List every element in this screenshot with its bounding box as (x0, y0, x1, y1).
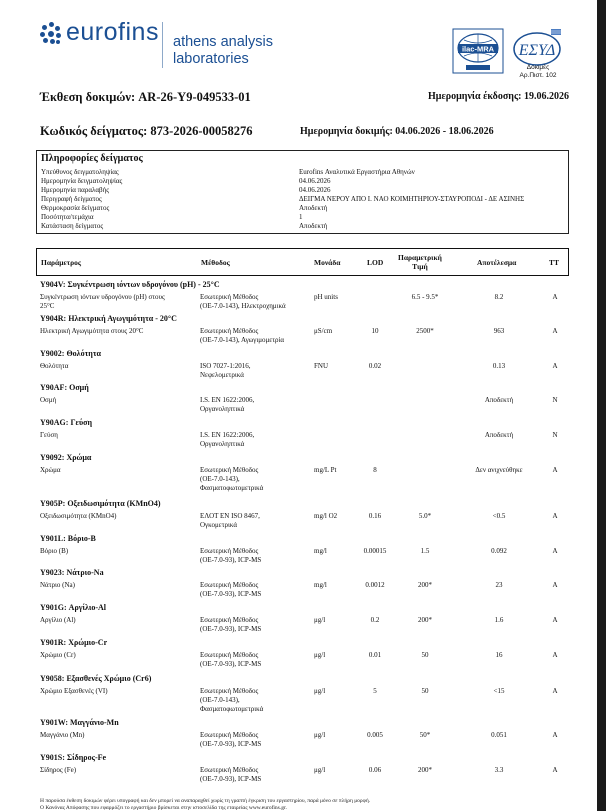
row-result: Αποδεκτή (484, 431, 514, 439)
row-param-value: 50 (421, 651, 429, 659)
col-header-paramvalue-line2: Τιμή (412, 262, 428, 271)
group-title: Y904R: Ηλεκτρική Αγωγιμότητα - 20°C (40, 314, 177, 323)
esyd-logo-icon (511, 28, 563, 68)
issue-date: Ημερομηνία έκδοσης: 19.06.2026 (428, 91, 569, 102)
row-result: 0.092 (491, 547, 507, 555)
row-result: <0.5 (492, 512, 506, 520)
row-method: Εσωτερική Μέθοδος (200, 466, 259, 474)
sample-info-label: Θερμοκρασία δείγματος (41, 204, 110, 212)
row-tt: A (552, 466, 558, 474)
row-unit: μg/l (314, 687, 326, 695)
row-tt: A (552, 766, 558, 774)
col-header-param: Παράμετρος (41, 258, 82, 267)
row-result: 23 (495, 581, 503, 589)
row-method-cont: (ΟΕ-7.0-143), (200, 696, 240, 704)
group-title: Y9023: Νάτριο-Na (40, 568, 104, 577)
row-method: Εσωτερική Μέθοδος (200, 616, 259, 624)
row-parameter: Οξειδωσιμότητα (KMnO4) (40, 512, 117, 520)
row-unit: mg/l (314, 581, 327, 589)
row-tt: A (552, 293, 558, 301)
brand-name: eurofins (66, 18, 159, 46)
row-param-value: 200* (418, 766, 432, 774)
row-unit: mg/l (314, 547, 327, 555)
group-title: Y904V: Συγκέντρωση ιόντων υδρογόνου (pH) - 25°C (40, 280, 220, 289)
row-tt: A (552, 362, 558, 370)
row-method: Εσωτερική Μέθοδος (200, 327, 259, 335)
group-title: Y9092: Χρώμα (40, 453, 92, 462)
row-unit: mg/l O2 (314, 512, 338, 520)
row-tt: A (552, 512, 558, 520)
row-tt: A (552, 731, 558, 739)
group-title: Y901W: Μαγγάνιο-Mn (40, 718, 119, 727)
row-result: 8.2 (494, 293, 504, 301)
col-header-tt: ΤΤ (549, 258, 560, 267)
row-unit: μg/l (314, 766, 326, 774)
group-title: Y9058: Εξασθενές Χρώμιο (Cr6) (40, 674, 152, 683)
row-method: Εσωτερική Μέθοδος (200, 687, 259, 695)
row-parameter: Χρώμιο Εξασθενές (VI) (40, 687, 108, 695)
row-unit: mg/L Pt (314, 466, 337, 474)
row-parameter: Νάτριο (Na) (40, 581, 75, 589)
row-param-value: 200* (418, 581, 432, 589)
row-lod: 0.2 (370, 616, 380, 624)
sample-info-value: Eurofins Αναλυτικά Εργαστήρια Αθηνών (299, 168, 415, 176)
row-parameter: Βόριο (B) (40, 547, 69, 555)
table-header (36, 248, 569, 276)
row-unit: pH units (314, 293, 338, 301)
row-result: Δεν ανιχνεύθηκε (475, 466, 523, 474)
row-tt: A (552, 581, 558, 589)
report-number: Έκθεση δοκιμών: AR-26-Y9-049533-01 (40, 90, 251, 104)
row-param-value: 2500* (416, 327, 434, 335)
col-header-paramvalue-line1: Παραμετρική (398, 253, 442, 262)
sample-info-box (36, 150, 569, 234)
row-tt: A (552, 616, 558, 624)
footer-line1: Η παρούσα έκθεση δοκιμών φέρει υπογραφή και δεν μπορεί να αναπαραχθεί χωρίς τη γραπτή έγκριση του εργαστηρίου, παρά μόνο σε πλήρη μορφή. (40, 798, 371, 804)
row-tt: A (552, 687, 558, 695)
col-header-result: Αποτέλεσμα (477, 258, 517, 267)
row-method-cont: Οργανοληπτικά (200, 405, 245, 413)
row-unit: μg/l (314, 731, 326, 739)
row-result: 1.6 (494, 616, 504, 624)
row-unit: μg/l (314, 616, 326, 624)
sample-info-value: Αποδεκτή (299, 222, 328, 230)
lab-name-line2: laboratories (173, 51, 249, 67)
sample-info-value: ΔΕΙΓΜΑ ΝΕΡΟΥ ΑΠΟ Ι. ΝΑΟ ΚΟΙΜΗΤΗΡΙΟΥ-ΣΤΑΥΡΟΠΟΔΙ - ΔΕ ΑΣΙΝΗΣ (299, 195, 525, 203)
row-tt: N (552, 431, 558, 439)
row-method: Εσωτερική Μέθοδος (200, 581, 259, 589)
sample-info-label: Κατάσταση δείγματος (41, 222, 104, 230)
row-method-cont: (ΟΕ-7.0-93), ICP-MS (200, 740, 262, 748)
row-method-cont: Ογκομετρικά (200, 521, 238, 529)
row-method-cont: (ΟΕ-7.0-143), Αγωγιμομετρία (200, 336, 285, 344)
row-tt: N (552, 396, 558, 404)
test-dates: Ημερομηνία δοκιμής: 04.06.2026 - 18.06.2026 (300, 126, 494, 137)
row-result: 963 (493, 327, 505, 335)
row-method: Εσωτερική Μέθοδος (200, 293, 259, 301)
row-method-cont: (ΟΕ-7.0-93), ICP-MS (200, 660, 262, 668)
row-parameter: Οσμή (40, 396, 57, 404)
row-method-cont: (ΟΕ-7.0-93), ICP-MS (200, 556, 262, 564)
row-parameter: Μαγγάνιο (Mn) (40, 731, 85, 739)
row-param-value: 1.5 (420, 547, 430, 555)
row-method-cont: (ΟΕ-7.0-93), ICP-MS (200, 625, 262, 633)
row-param-value: 5.0* (418, 512, 432, 520)
row-method: I.S. EN 1622:2006, (200, 396, 255, 404)
sample-info-label: Υπεύθυνος δειγματοληψίας (41, 168, 119, 176)
row-unit: FNU (314, 362, 329, 370)
row-method: I.S. EN 1622:2006, (200, 431, 255, 439)
sample-info-label: Περιγραφή δείγματος (41, 195, 102, 203)
group-title: Y901L: Βόριο-B (40, 534, 96, 543)
row-method: Εσωτερική Μέθοδος (200, 766, 259, 774)
report-footer (40, 798, 370, 811)
row-unit: μg/l (314, 651, 326, 659)
col-header-unit: Μονάδα (314, 258, 341, 267)
row-tt: A (552, 547, 558, 555)
sample-info-value: 04.06.2026 (299, 177, 331, 185)
col-header-method: Μέθοδος (201, 258, 230, 267)
group-title: Y90AG: Γεύση (40, 418, 92, 427)
row-unit: μS/cm (314, 327, 333, 335)
sample-info-label: Ημερομηνία παραλαβής (41, 186, 110, 194)
sample-info-title: Πληροφορίες δείγματος (41, 153, 143, 164)
row-parameter: Θολότητα (40, 362, 69, 370)
footer-line2: Ο Κανόνας Απόφασης που εφαρμόζει το εργαστήριο βρίσκεται στην ιστοσελίδα της εταιρείας www.eurofins.gr. (40, 805, 287, 811)
row-result: Αποδεκτή (484, 396, 514, 404)
row-tt: A (552, 327, 558, 335)
group-title: Y905P: Οξειδωσιμότητα (KMnO4) (40, 499, 161, 508)
row-lod: 0.02 (368, 362, 382, 370)
accreditation-line2: Αρ.Πιστ. 102 (519, 72, 557, 79)
row-lod: 0.005 (367, 731, 383, 739)
sample-info-value: 04.06.2026 (299, 186, 331, 194)
row-method-cont: Οργανοληπτικά (200, 440, 245, 448)
row-method: ISO 7027-1:2016, (200, 362, 251, 370)
row-lod: 0.06 (368, 766, 382, 774)
col-header-paramvalue (398, 253, 442, 271)
row-parameter: Γεύση (40, 431, 58, 439)
ilac-mra-logo-icon (452, 28, 504, 74)
row-method-cont: (ΟΕ-7.0-93), ICP-MS (200, 775, 262, 783)
row-result: 0.13 (492, 362, 506, 370)
row-tt: A (552, 651, 558, 659)
row-method-cont2: Φασματοφωτομετρικά (200, 484, 264, 492)
row-lod: 0.01 (368, 651, 382, 659)
row-param-value: 50 (421, 687, 429, 695)
row-result: 0.051 (491, 731, 507, 739)
row-method: Εσωτερική Μέθοδος (200, 651, 259, 659)
row-lod: 0.16 (368, 512, 382, 520)
accreditation-line1: Δοκιμές (526, 64, 550, 71)
sample-info-label: Ποσότητα/τεμάχια (41, 213, 94, 221)
group-title: Y9002: Θολότητα (40, 349, 101, 358)
svg-text:ilac-MRA: ilac-MRA (461, 44, 495, 54)
svg-text:ΕΣΥΔ: ΕΣΥΔ (518, 42, 556, 59)
row-parameter: Χρώμα (40, 466, 61, 474)
lab-name (173, 34, 273, 68)
row-lod: 10 (371, 327, 379, 335)
group-title: Y90AF: Οσμή (40, 383, 89, 392)
row-param-value: 6.5 - 9.5* (411, 293, 439, 301)
row-method: ΕΛΟΤ ΕΝ ISO 8467, (200, 512, 260, 520)
accreditation-label (510, 64, 566, 80)
row-result: 16 (495, 651, 503, 659)
sample-info-label: Ημερομηνία δειγματοληψίας (41, 177, 123, 185)
col-header-lod: LOD (367, 258, 384, 267)
row-param-value: 200* (418, 616, 432, 624)
row-method: Εσωτερική Μέθοδος (200, 547, 259, 555)
row-method-cont: (ΟΕ-7.0-93), ICP-MS (200, 590, 262, 598)
row-method-cont2: Φασματοφωτομετρικά (200, 705, 264, 713)
lab-name-line1: athens analysis (173, 34, 273, 50)
row-method-cont: Νεφελομετρικά (200, 371, 244, 379)
sample-info-value: 1 (299, 213, 303, 221)
row-parameter: Χρώμιο (Cr) (40, 651, 76, 659)
sample-code: Κωδικός δείγματος: 873-2026-00058276 (40, 124, 253, 138)
row-parameter: Συγκέντρωση ιόντων υδρογόνου (pH) στους (40, 293, 165, 301)
row-result: 3.3 (494, 766, 504, 774)
row-param-value: 50* (419, 731, 431, 739)
row-parameter-cont: 25°C (40, 302, 55, 310)
logo-divider (162, 22, 163, 68)
group-title: Y901G: Αργίλιο-Al (40, 603, 107, 612)
row-method-cont: (ΟΕ-7.0-143), (200, 475, 240, 483)
row-method: Εσωτερική Μέθοδος (200, 731, 259, 739)
sample-info-value: Αποδεκτή (299, 204, 328, 212)
eurofins-logo (40, 18, 159, 47)
row-lod: 8 (373, 466, 377, 474)
row-parameter: Σίδηρος (Fe) (40, 766, 77, 774)
group-title: Y901R: Χρώμιο-Cr (40, 638, 108, 647)
row-lod: 0.0012 (365, 581, 385, 589)
row-parameter: Αργίλιο (Al) (40, 616, 76, 624)
viewer-scroll-edge (597, 0, 606, 811)
row-method-cont: (ΟΕ-7.0-143), Ηλεκτροχημικά (200, 302, 286, 310)
row-lod: 5 (373, 687, 377, 695)
row-parameter: Ηλεκτρική Αγωγιμότητα στους 20°C (40, 327, 144, 335)
row-lod: 0.00015 (363, 547, 387, 555)
eurofins-dots-icon (40, 22, 62, 44)
group-title: Y901S: Σίδηρος-Fe (40, 753, 107, 762)
row-result: <15 (493, 687, 505, 695)
